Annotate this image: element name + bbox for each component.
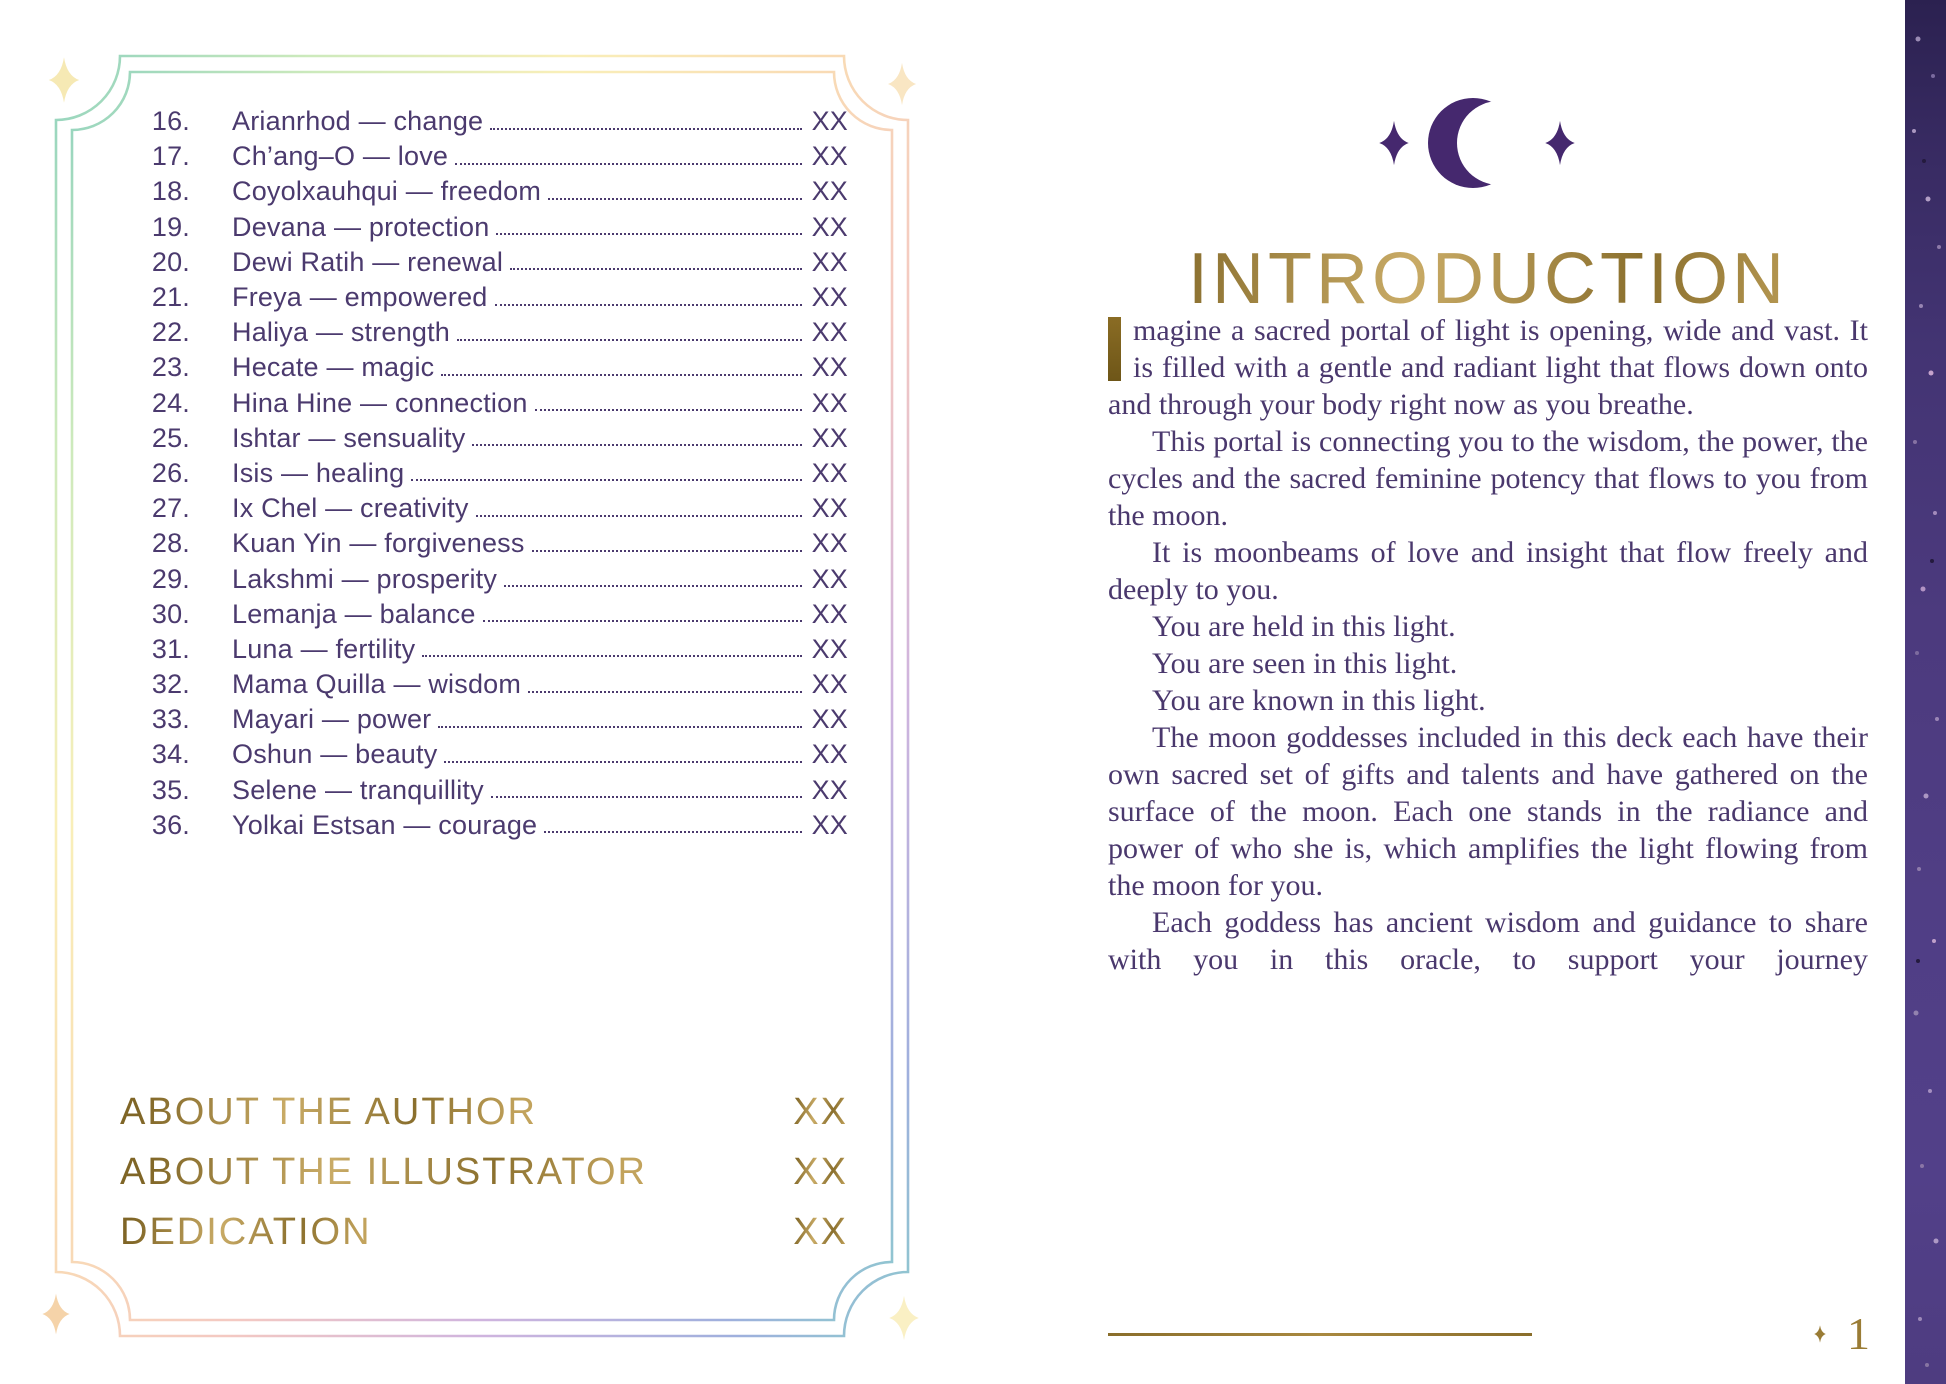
corner-sparkle-icon	[49, 57, 79, 103]
dotted-leader	[490, 128, 801, 130]
toc-entry-page: XX	[811, 176, 848, 207]
dotted-leader	[483, 620, 802, 622]
toc-entry-page: XX	[811, 352, 848, 383]
toc-entry-title: Haliya — strength	[232, 317, 450, 348]
dotted-leader	[495, 304, 802, 306]
toc-entry-page: XX	[811, 457, 848, 488]
toc-entry-title: Hecate — magic	[232, 352, 435, 383]
page-number: 1	[1847, 1308, 1870, 1359]
dotted-leader	[457, 339, 802, 341]
toc-entry-title: Luna — fertility	[232, 633, 416, 664]
paragraph-text: Each goddess has ancient wisdom and guidance to share with you in this oracle, to support your journey	[1108, 906, 1868, 976]
back-matter-label: ABOUT THE AUTHOR	[120, 1090, 537, 1133]
dotted-leader	[532, 550, 802, 552]
toc-entry-title: Devana — protection	[232, 211, 490, 242]
toc-entry-title: Oshun — beauty	[232, 739, 438, 770]
back-matter-page: XX	[793, 1150, 848, 1193]
toc-entry	[130, 174, 848, 209]
toc-entry	[130, 773, 848, 808]
toc-entry-number: 31.	[151, 633, 190, 664]
toc-entry-number: 28.	[151, 528, 190, 559]
toc-entry	[130, 456, 848, 491]
toc-entry	[130, 526, 848, 561]
toc-entry-title: Lemanja — balance	[232, 598, 476, 629]
toc-entry	[130, 315, 848, 350]
toc-entry-page: XX	[811, 317, 848, 348]
toc-entry	[130, 561, 848, 596]
toc-entry-number: 17.	[151, 141, 190, 172]
drop-cap-letter	[1108, 317, 1121, 381]
body-paragraph	[1108, 608, 1868, 645]
dotted-leader	[510, 268, 801, 270]
toc-entry-title: Freya — empowered	[232, 282, 488, 313]
toc-entry-title: Coyolxauhqui — freedom	[232, 176, 542, 207]
toc-entry-page: XX	[811, 809, 848, 840]
toc-entry-page: XX	[811, 739, 848, 770]
book-edge-strip	[1905, 0, 1946, 1384]
toc-entry-number: 26.	[151, 457, 190, 488]
toc-entry-page: XX	[811, 141, 848, 172]
back-matter-list	[120, 1082, 848, 1262]
back-matter-label: ABOUT THE ILLUSTRATOR	[120, 1150, 647, 1193]
toc-entry-page: XX	[811, 704, 848, 735]
back-matter-entry	[120, 1082, 848, 1142]
paragraph-text: magine a sacred portal of light is opening, wide and vast. It is filled with a gentle and radiant light that flows down onto and through your body right now as you breathe.	[1108, 314, 1868, 421]
toc-entry-page: XX	[811, 246, 848, 277]
toc-entry-number: 33.	[151, 704, 190, 735]
dotted-leader	[504, 585, 801, 587]
star-speckles	[1905, 0, 1907, 2]
body-paragraph	[1108, 719, 1868, 904]
footer-rule	[1108, 1333, 1532, 1336]
dotted-leader	[441, 374, 801, 376]
dotted-leader	[528, 691, 802, 693]
toc-entry-title: Ix Chel — creativity	[232, 493, 469, 524]
toc-entry-number: 21.	[151, 282, 190, 313]
corner-sparkle-icon	[888, 63, 916, 105]
toc-entry-page: XX	[811, 563, 848, 594]
back-matter-page: XX	[793, 1090, 848, 1133]
toc-entry	[130, 632, 848, 667]
toc-entry-page: XX	[811, 774, 848, 805]
toc-entry-page: XX	[811, 528, 848, 559]
toc-entry-title: Yolkai Estsan — courage	[232, 809, 538, 840]
toc-entry-title: Ishtar — sensuality	[232, 422, 466, 453]
toc-entry-number: 35.	[151, 774, 190, 805]
toc-entry	[130, 210, 848, 245]
table-of-contents	[130, 104, 848, 843]
toc-entry	[130, 386, 848, 421]
toc-entry	[130, 597, 848, 632]
toc-entry	[130, 667, 848, 702]
footer-sparkle-icon	[1809, 1319, 1831, 1349]
toc-entry-title: Mama Quilla — wisdom	[232, 669, 522, 700]
dotted-leader	[411, 479, 801, 481]
crescent-moon-icon	[1428, 98, 1518, 188]
toc-entry-number: 36.	[151, 809, 190, 840]
toc-entry-number: 24.	[151, 387, 190, 418]
toc-entry	[130, 808, 848, 843]
toc-entry-page: XX	[811, 211, 848, 242]
toc-entry-page: XX	[811, 387, 848, 418]
moon-sparkle-icon	[1379, 121, 1408, 165]
dotted-leader	[548, 198, 802, 200]
toc-entry-number: 18.	[151, 176, 190, 207]
dotted-leader	[444, 761, 801, 763]
paragraph-text: The moon goddesses included in this deck each have their own sacred set of gifts and talents and have gathered on the surface of the moon. Each one stands in the radiance and power of who she is, which amplifies the light flowing from the moon for you.	[1108, 721, 1868, 902]
toc-entry-page: XX	[811, 106, 848, 137]
toc-entry	[130, 104, 848, 139]
toc-entry-title: Kuan Yin — forgiveness	[232, 528, 525, 559]
dotted-leader	[472, 444, 801, 446]
toc-entry	[130, 350, 848, 385]
toc-entry-number: 22.	[151, 317, 190, 348]
toc-entry	[130, 421, 848, 456]
dotted-leader	[455, 163, 801, 165]
paragraph-text: You are held in this light.	[1152, 610, 1456, 643]
toc-entry-number: 32.	[151, 669, 190, 700]
toc-entry-number: 34.	[151, 739, 190, 770]
dotted-leader	[535, 409, 802, 411]
toc-entry-number: 25.	[151, 422, 190, 453]
dotted-leader	[476, 515, 802, 517]
toc-entry	[130, 737, 848, 772]
page-title: INTRODUCTION	[1108, 238, 1868, 320]
moon-sparkle-icon	[1545, 121, 1574, 165]
toc-entry-title: Lakshmi — prosperity	[232, 563, 498, 594]
toc-entry-title: Ch’ang–O — love	[232, 141, 449, 172]
body-paragraph	[1108, 423, 1868, 534]
toc-entry	[130, 280, 848, 315]
dotted-leader	[491, 796, 802, 798]
toc-entry-page: XX	[811, 422, 848, 453]
toc-entry-title: Arianrhod — change	[232, 106, 484, 137]
toc-entry-page: XX	[811, 633, 848, 664]
toc-entry-number: 16.	[151, 106, 190, 137]
toc-entry-number: 23.	[151, 352, 190, 383]
toc-entry-number: 19.	[151, 211, 190, 242]
toc-entry	[130, 491, 848, 526]
paragraph-text: This portal is connecting you to the wisdom, the power, the cycles and the sacred feminine potency that flows to you from the moon.	[1108, 425, 1868, 532]
body-paragraph	[1108, 645, 1868, 682]
page-number-group	[1750, 1306, 1870, 1362]
dotted-leader	[422, 655, 801, 657]
paragraph-text: You are seen in this light.	[1152, 647, 1458, 680]
toc-entry-title: Selene — tranquillity	[232, 774, 484, 805]
toc-entry-title: Dewi Ratih — renewal	[232, 246, 504, 277]
toc-entry-number: 29.	[151, 563, 190, 594]
toc-entry-number: 27.	[151, 493, 190, 524]
toc-entry-page: XX	[811, 282, 848, 313]
body-paragraph	[1108, 312, 1868, 423]
toc-entry	[130, 702, 848, 737]
back-matter-page: XX	[793, 1210, 848, 1253]
introduction-text	[1108, 312, 1868, 978]
toc-entry-page: XX	[811, 669, 848, 700]
toc-entry-title: Isis — healing	[232, 457, 405, 488]
dotted-leader	[544, 831, 801, 833]
paragraph-text: You are known in this light.	[1152, 684, 1486, 717]
moon-ornament	[1378, 86, 1578, 200]
toc-entry-page: XX	[811, 493, 848, 524]
back-matter-entry	[120, 1202, 848, 1262]
body-paragraph	[1108, 682, 1868, 719]
toc-entry-page: XX	[811, 598, 848, 629]
toc-entry-title: Hina Hine — connection	[232, 387, 528, 418]
toc-entry-number: 30.	[151, 598, 190, 629]
body-paragraph	[1108, 904, 1868, 978]
corner-sparkle-icon	[42, 1294, 69, 1335]
toc-entry-number: 20.	[151, 246, 190, 277]
corner-sparkle-icon	[889, 1296, 918, 1340]
toc-entry	[130, 245, 848, 280]
back-matter-label: DEDICATION	[120, 1210, 372, 1253]
back-matter-entry	[120, 1142, 848, 1202]
body-paragraph	[1108, 534, 1868, 608]
dotted-leader	[438, 726, 801, 728]
paragraph-text: It is moonbeams of love and insight that flow freely and deeply to you.	[1108, 536, 1868, 606]
toc-entry-title: Mayari — power	[232, 704, 432, 735]
dotted-leader	[496, 233, 801, 235]
toc-entry	[130, 139, 848, 174]
